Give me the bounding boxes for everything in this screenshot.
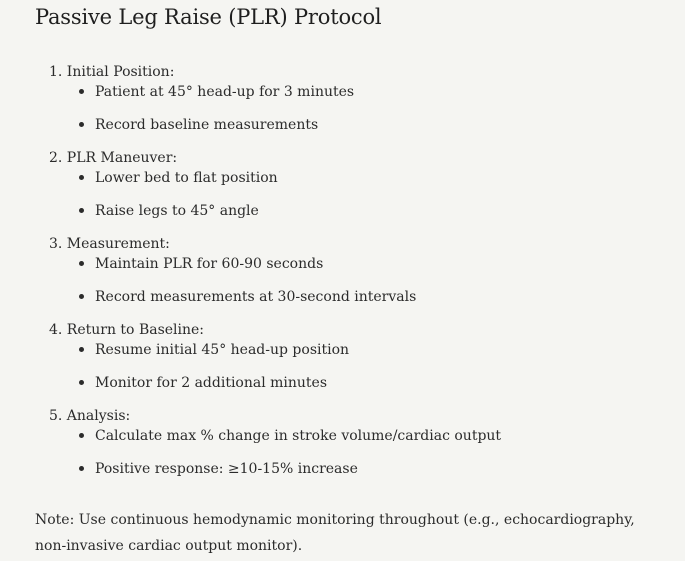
list-item	[79, 255, 323, 273]
step-heading: 4. Return to Baseline:	[49, 322, 205, 338]
bullet-icon	[79, 122, 84, 127]
list-item-text: Lower bed to flat position	[95, 170, 278, 186]
list-item	[79, 374, 327, 392]
list-item	[79, 288, 416, 306]
page-title: Passive Leg Raise (PLR) Protocol	[35, 5, 382, 29]
list-item-text: Calculate max % change in stroke volume/cardiac output	[95, 428, 502, 444]
bullet-icon	[79, 175, 84, 180]
list-item	[79, 341, 349, 359]
bullet-icon	[79, 208, 84, 213]
list-item	[79, 116, 318, 134]
bullet-icon	[79, 347, 84, 352]
bullet-icon	[79, 261, 84, 266]
note-paragraph: Note: Use continuous hemodynamic monitoring throughout (e.g., echocardiography, non-invasive cardiac output monitor).	[35, 512, 635, 554]
bullet-icon	[79, 433, 84, 438]
list-item-text: Record measurements at 30-second intervals	[95, 289, 417, 305]
list-item-text: Raise legs to 45° angle	[95, 203, 259, 219]
step-heading: 1. Initial Position:	[49, 64, 175, 80]
list-item	[79, 460, 358, 478]
list-item	[79, 202, 259, 220]
list-item	[79, 169, 278, 187]
bullet-icon	[79, 294, 84, 299]
list-item-text: Resume initial 45° head-up position	[95, 342, 350, 358]
step-heading: 2. PLR Maneuver:	[49, 150, 178, 166]
bullet-icon	[79, 89, 84, 94]
step-heading: 3. Measurement:	[49, 236, 170, 252]
list-item-text: Positive response: ≥10-15% increase	[95, 461, 358, 477]
list-item-text: Monitor for 2 additional minutes	[95, 375, 328, 391]
list-item-text: Maintain PLR for 60-90 seconds	[95, 256, 324, 272]
list-item-text: Patient at 45° head-up for 3 minutes	[95, 84, 355, 100]
bullet-icon	[79, 380, 84, 385]
bullet-icon	[79, 466, 84, 471]
list-item	[79, 83, 354, 101]
step-heading: 5. Analysis:	[49, 408, 131, 424]
list-item-text: Record baseline measurements	[95, 117, 319, 133]
list-item	[79, 427, 501, 445]
